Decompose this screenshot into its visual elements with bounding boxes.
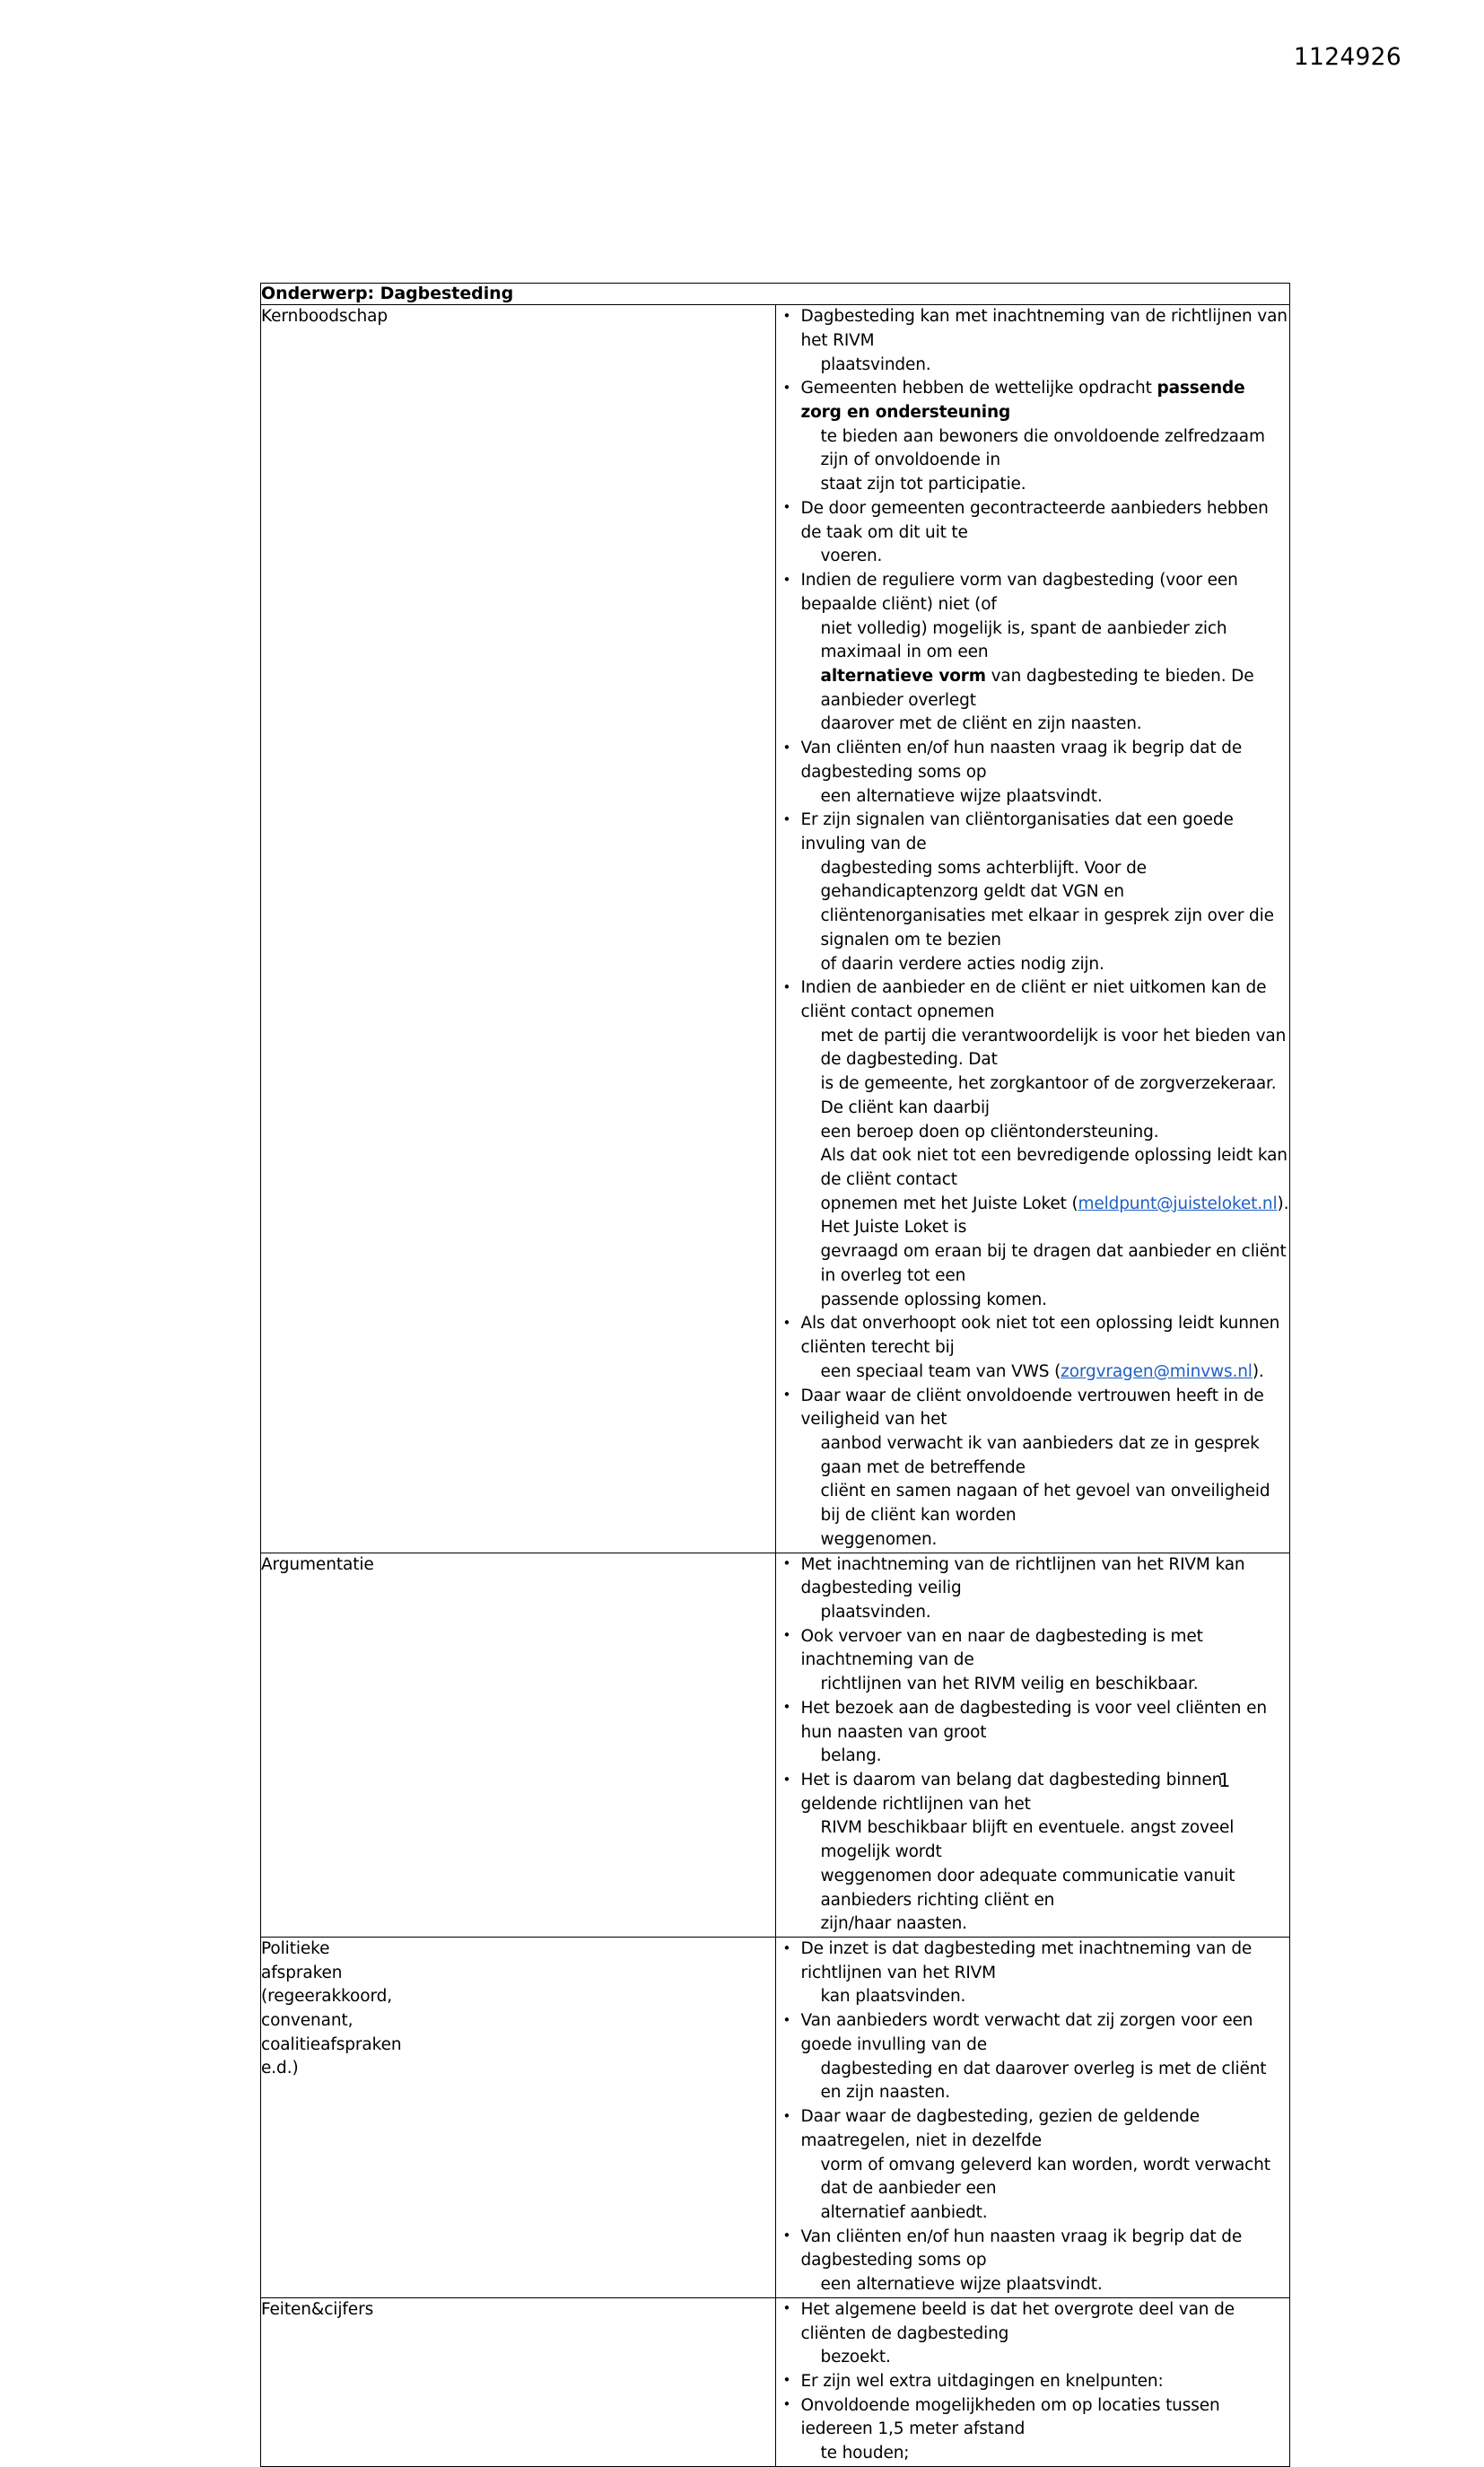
table-header-row [261,284,1290,305]
bullet-item [776,1385,1290,1553]
bullet-line: bezoekt. [820,2348,891,2367]
row-label-line: Politieke [261,1939,330,1959]
bullet-line: • Van aanbieders wordt verwacht dat zij zorgen voor een goede invulling van de [800,2011,1253,2054]
table-body [261,305,1290,2467]
bullet-line: passende oplossing komen. [820,1290,1047,1309]
bullet-item [776,2370,1290,2394]
bullet-line: een alternatieve wijze plaatsvindt. [820,2275,1103,2295]
bullet-line: • Het is daarom van belang dat dagbesteding binnen geldende richtlijnen van het [800,1771,1223,1814]
bullet-item [776,809,1290,976]
bullet-line: gevraagd om eraan bij te dragen dat aanbieder en cliënt in overleg tot een [820,1242,1287,1285]
email-link[interactable]: zorgvragen@minvws.nl [1061,1361,1253,1381]
bullet-line: staat zijn tot participatie. [820,475,1026,494]
bullet-line: • Onvoldoende mogelijkheden om op locaties tussen iedereen 1,5 meter afstand [800,2395,1220,2439]
row-label-line: Feiten&cijfers [261,2299,374,2319]
bullet-item [776,305,1290,377]
bullet-item [776,1697,1290,1769]
bullet-line: • Met inachtneming van de richtlijnen van het RIVM kan dagbesteding veilig [800,1554,1245,1598]
bullet-line: aanbod verwacht ik van aanbieders dat ze in gesprek gaan met de betreffende [820,1433,1260,1477]
bullet-line: of daarin verdere acties nodig zijn. [820,954,1104,974]
bullet-line: niet volledig) mogelijk is, spant de aanbieder zich maximaal in om een [820,618,1227,662]
subject-table-container [260,283,1290,2467]
bullet-list [776,1553,1290,1938]
bullet-line: alternatief aanbiedt. [820,2202,988,2222]
row-label-cell [261,1553,776,1938]
row-content-cell [775,2297,1290,2466]
bullet-line: een beroep doen op cliëntondersteuning. [820,1122,1159,1142]
bullet-line: • Er zijn wel extra uitdagingen en knelpunten: [800,2371,1164,2391]
page-number: 1 [1218,1770,1231,1791]
bullet-item [776,1553,1290,1625]
bullet-item [776,1938,1290,2009]
bullet-line: is de gemeente, het zorgkantoor of de zorgverzekeraar. De cliënt kan daarbij [820,1074,1277,1117]
bullet-item [776,2009,1290,2105]
bullet-line: een speciaal team van VWS (zorgvragen@minvws.nl). [820,1361,1264,1381]
bullet-line: • Van cliënten en/of hun naasten vraag ik begrip dat de dagbesteding soms op [800,739,1243,782]
bullet-list [776,2298,1290,2466]
bullet-line: • De door gemeenten gecontracteerde aanbieders hebben de taak om dit uit te [800,498,1269,542]
bullet-line: • Het algemene beeld is dat het overgrote deel van de cliënten de dagbesteding [800,2299,1235,2343]
bullet-line: RIVM beschikbaar blijft en eventuele. angst zoveel mogelijk wordt [820,1818,1235,1862]
email-link[interactable]: meldpunt@juisteloket.nl [1078,1194,1278,1213]
bullet-line: • Indien de reguliere vorm van dagbesteding (voor een bepaalde cliënt) niet (of [800,571,1238,614]
bullet-line: cliëntenorganisaties met elkaar in gesprek zijn over die signalen om te bezien [820,906,1274,949]
table-header-title: Onderwerp: Dagbesteding [261,284,1290,305]
emphasis-text: passende zorg en ondersteuning [800,379,1245,423]
bullet-line: • Het bezoek aan de dagbesteding is voor veel cliënten en hun naasten van groot [800,1698,1267,1742]
bullet-item [776,737,1290,809]
bullet-line: met de partij die verantwoordelijk is voor het bieden van de dagbesteding. Dat [820,1026,1287,1070]
emphasis-text: alternatieve vorm [820,666,986,686]
bullet-line: dagbesteding soms achterblijft. Voor de gehandicaptenzorg geldt dat VGN en [820,858,1147,902]
bullet-line: richtlijnen van het RIVM veilig en beschikbaar. [820,1675,1199,1694]
bullet-item [776,2394,1290,2466]
row-label-line: coalitieafspraken [261,2034,402,2054]
bullet-line: • Daar waar de dagbesteding, gezien de geldende maatregelen, niet in dezelfde [800,2107,1200,2150]
bullet-line: dagbesteding en dat daarover overleg is met de cliënt en zijn naasten. [820,2059,1267,2103]
table-row [261,2297,1290,2466]
bullet-line: opnemen met het Juiste Loket (meldpunt@juisteloket.nl). Het Juiste Loket is [820,1194,1289,1238]
bullet-line: kan plaatsvinden. [820,1987,966,2007]
bullet-line: vorm of omvang geleverd kan worden, wordt verwacht dat de aanbieder een [820,2155,1270,2199]
bullet-line: plaatsvinden. [820,354,931,374]
bullet-item [776,497,1290,569]
bullet-line: voeren. [820,547,883,566]
bullet-line: plaatsvinden. [820,1602,931,1622]
bullet-line: • Indien de aanbieder en de cliënt er niet uitkomen kan de cliënt contact opnemen [800,978,1267,1022]
row-label-line: e.d.) [261,2059,299,2078]
row-content-cell [775,1938,1290,2298]
bullet-line: • Dagbesteding kan met inachtneming van de richtlijnen van het RIVM [800,307,1288,350]
bullet-item [776,2105,1290,2226]
bullet-item [776,569,1290,737]
bullet-line: • Er zijn signalen van cliëntorganisaties dat een goede invuling van de [800,810,1234,853]
subject-table [260,283,1290,2467]
row-content-cell [775,1553,1290,1938]
row-label-line: (regeerakkoord, [261,1987,393,2007]
bullet-item [776,1312,1290,1384]
row-content-cell [775,305,1290,1553]
bullet-line: alternatieve vorm van dagbesteding te bieden. De aanbieder overlegt [820,666,1254,710]
bullet-line: daarover met de cliënt en zijn naasten. [820,714,1142,734]
bullet-line: • Gemeenten hebben de wettelijke opdracht passende zorg en ondersteuning [800,379,1245,423]
bullet-item [776,377,1290,497]
bullet-line: zijn/haar naasten. [820,1914,967,1934]
bullet-line: weggenomen. [820,1529,938,1549]
bullet-line: Als dat ook niet tot een bevredigende oplossing leidt kan de cliënt contact [820,1146,1288,1190]
bullet-line: • Ook vervoer van en naar de dagbesteding is met inachtneming van de [800,1626,1203,1670]
bullet-item [776,1625,1290,1697]
bullet-line: te bieden aan bewoners die onvoldoende zelfredzaam zijn of onvoldoende in [820,426,1265,470]
row-label-line: Argumentatie [261,1554,374,1574]
bullet-line: • Daar waar de cliënt onvoldoende vertrouwen heeft in de veiligheid van het [800,1386,1264,1430]
bullet-line: cliënt en samen nagaan of het gevoel van onveiligheid bij de cliënt kan worden [820,1482,1270,1526]
bullet-item [776,1769,1290,1937]
row-label-cell [261,305,776,1553]
table-row [261,305,1290,1553]
document-number: 1124926 [1293,43,1401,71]
bullet-line: • Als dat onverhoopt ook niet tot een oplossing leidt kunnen cliënten terecht bij [800,1314,1280,1358]
bullet-line: weggenomen door adequate communicatie vanuit aanbieders richting cliënt en [820,1866,1235,1910]
bullet-list [776,1938,1290,2297]
row-label-line: Kernboodschap [261,307,388,327]
bullet-item [776,2226,1290,2297]
bullet-line: • De inzet is dat dagbesteding met inachtneming van de richtlijnen van het RIVM [800,1939,1253,1982]
table-row [261,1938,1290,2298]
bullet-item [776,2298,1290,2370]
table-row [261,1553,1290,1938]
bullet-line: • Van cliënten en/of hun naasten vraag ik begrip dat de dagbesteding soms op [800,2226,1243,2270]
row-label-cell [261,1938,776,2298]
bullet-list [776,305,1290,1552]
row-label-cell [261,2297,776,2466]
bullet-line: belang. [820,1746,882,1766]
row-label-line: convenant, [261,2010,354,2030]
bullet-line: te houden; [820,2444,910,2463]
bullet-item [776,976,1290,1312]
row-label-line: afspraken [261,1963,343,1982]
bullet-line: een alternatieve wijze plaatsvindt. [820,786,1103,806]
